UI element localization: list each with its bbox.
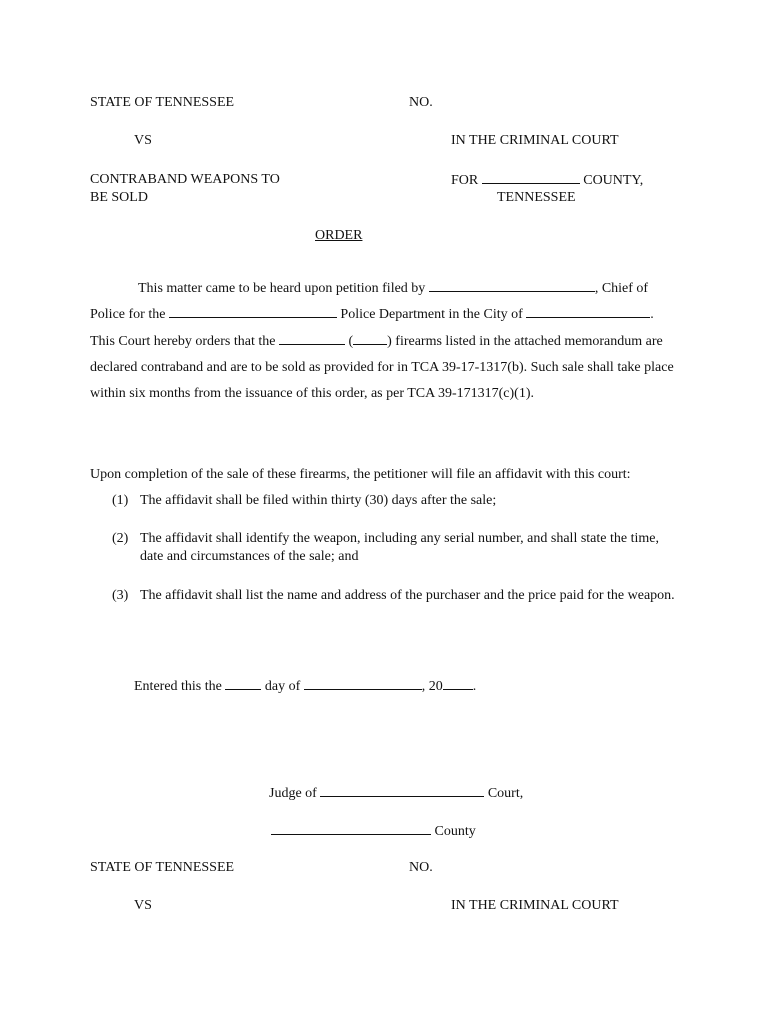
p1-text-d: . This Court hereby orders that the xyxy=(90,307,654,349)
judge-court-blank[interactable] xyxy=(320,784,484,797)
tennessee-label: TENNESSEE xyxy=(497,190,576,205)
entered-text-b: day of xyxy=(264,679,301,694)
firearms-count-number-blank[interactable] xyxy=(353,332,387,345)
list-item-number: (3) xyxy=(112,588,129,603)
list-item xyxy=(112,492,682,510)
case-number-label: NO. xyxy=(409,95,433,110)
for-label: FOR xyxy=(451,173,479,188)
versus-label: VS xyxy=(134,133,152,148)
petitioner-name-blank[interactable] xyxy=(429,279,595,292)
caption-line-2: BE SOLD xyxy=(90,190,148,205)
list-item-number: (2) xyxy=(112,531,129,546)
footer-state-label: STATE OF TENNESSEE xyxy=(90,860,235,875)
footer-court-label: IN THE CRIMINAL COURT xyxy=(451,898,619,913)
list-item-text: The affidavit shall list the name and address of the purchaser and the price paid for the weapon. xyxy=(140,588,675,603)
entered-text-d: . xyxy=(472,679,477,694)
p1-text-e: ( xyxy=(348,333,354,349)
entered-text-a: Entered this the xyxy=(134,679,222,694)
list-item xyxy=(112,587,682,605)
county-name-blank[interactable] xyxy=(482,171,580,184)
judge-of-label: Judge of xyxy=(269,786,317,801)
signature-county-blank[interactable] xyxy=(271,822,431,835)
police-department-blank[interactable] xyxy=(169,305,337,318)
city-name-blank[interactable] xyxy=(526,305,650,318)
footer-case-number-label: NO. xyxy=(409,860,433,875)
county-label: COUNTY, xyxy=(583,173,644,188)
caption-line-1: CONTRABAND WEAPONS TO xyxy=(90,172,280,187)
county-line xyxy=(451,171,643,190)
signature-county-label: County xyxy=(434,824,476,839)
p1-text-c: Police Department in the City of xyxy=(340,307,523,323)
list-item-text: The affidavit shall be filed within thirty (30) days after the sale; xyxy=(140,493,497,508)
judge-signature-line xyxy=(269,784,523,803)
entered-day-blank[interactable] xyxy=(225,677,261,690)
order-title: ORDER xyxy=(315,228,363,243)
firearms-count-words-blank[interactable] xyxy=(279,332,345,345)
p1-text-b: , Chief of Police for the xyxy=(90,281,649,323)
order-paragraph xyxy=(90,276,680,407)
p1-text-f: ) firearms listed in the attached memorandum are declared contraband and are to be sold as provided for in TCA 39-17-1317(b). Such sale shall take place within six months from the issuance of this order, as per TCA 39-171317(c)(1). xyxy=(90,333,674,402)
court-label: IN THE CRIMINAL COURT xyxy=(451,133,619,148)
footer-versus-label: VS xyxy=(134,898,152,913)
affidavit-intro: Upon completion of the sale of these firearms, the petitioner will file an affidavit with this court: xyxy=(90,467,631,482)
p1-text-a: This matter came to be heard upon petition filed by xyxy=(138,281,426,296)
entered-text-c: , 20 xyxy=(421,679,443,694)
state-label: STATE OF TENNESSEE xyxy=(90,95,235,110)
court-comma-label: Court, xyxy=(487,786,524,801)
list-item-text: The affidavit shall identify the weapon, including any serial number, and shall state the time, date and circumstances of the sale; and xyxy=(140,531,659,564)
entered-date-line xyxy=(134,677,476,696)
county-signature-line xyxy=(271,822,476,841)
list-item-number: (1) xyxy=(112,493,129,508)
list-item xyxy=(112,530,682,566)
entered-year-blank[interactable] xyxy=(443,677,473,690)
entered-month-blank[interactable] xyxy=(304,677,422,690)
